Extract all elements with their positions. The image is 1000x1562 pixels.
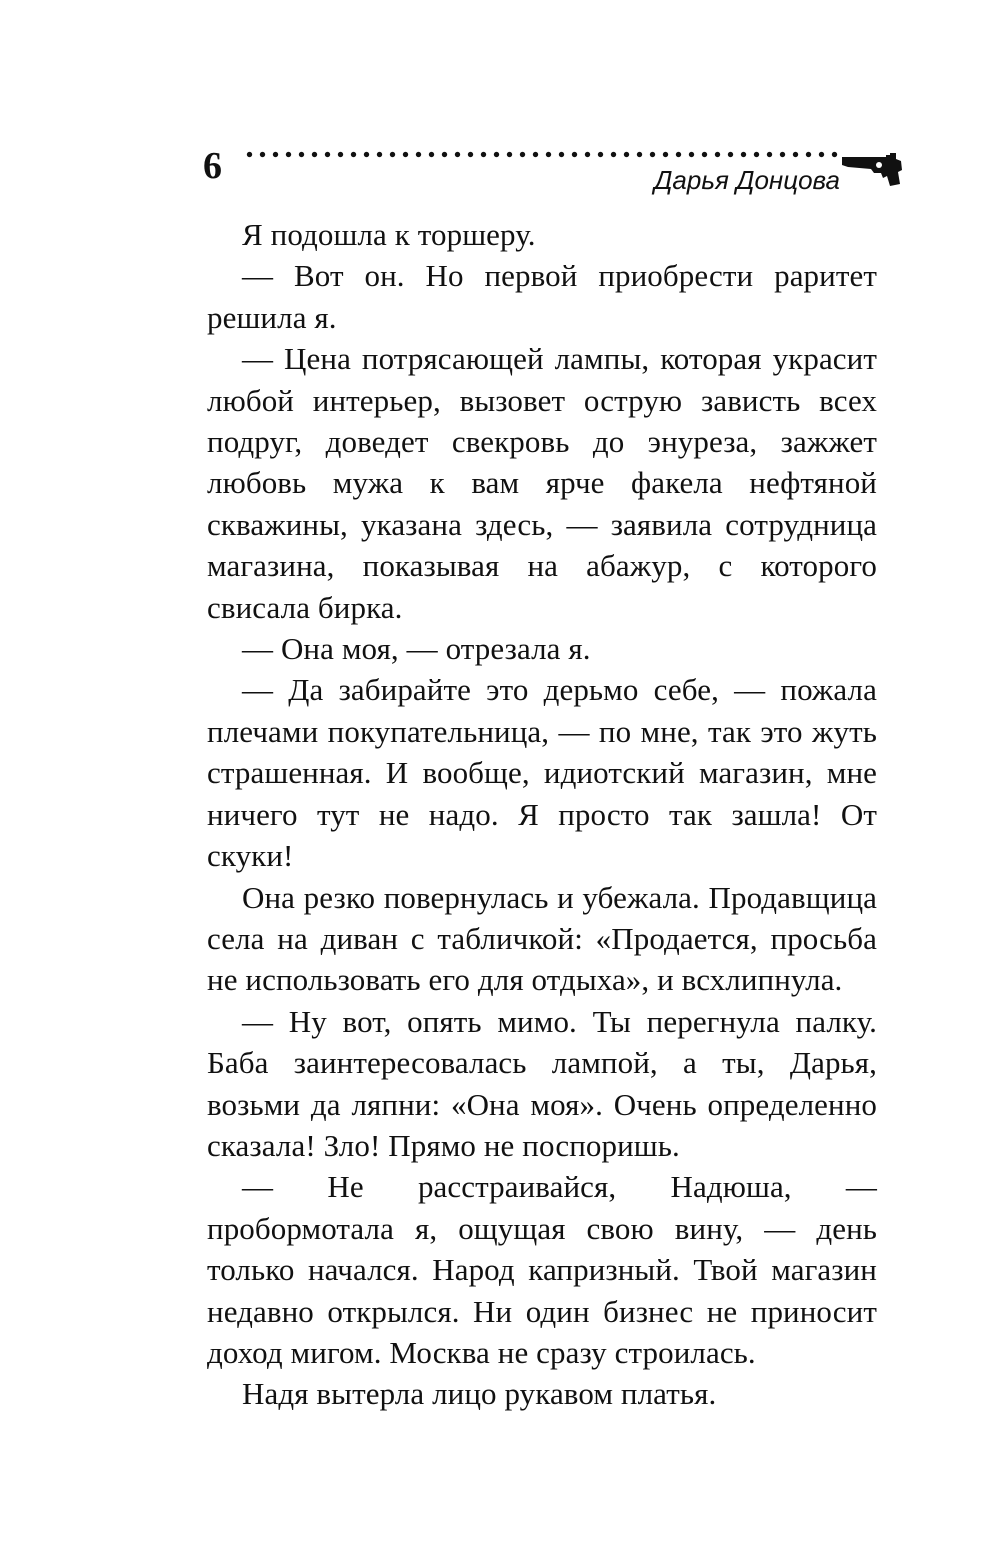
paragraph: Она резко повернулась и убежала. Продавщица села на диван с табличкой: «Продается, просьба не использовать его для отдыха», и всхлипнула.: [207, 879, 877, 998]
paragraph: — Не расстраивайся, Надюша, — пробормотала я, ощущая свою вину, — день только начался. Народ капризный. Твой магазин недавно открылся. Ни один бизнес не приносит доход мигом. Москва не сразу строилась.: [207, 1169, 877, 1370]
paragraph: — Да забирайте это дерьмо себе, — пожала плечами покупательница, — по мне, так это жуть страшенная. И вообще, идиотский магазин, мне ничего тут не надо. Я просто так зашла! От скуки!: [207, 672, 877, 874]
dotted-rule: [243, 150, 841, 159]
page-number: 6: [203, 145, 222, 187]
revolver-icon: [840, 148, 904, 188]
paragraph: Я подошла к торшеру.: [242, 217, 536, 252]
paragraph: Надя вытерла лицо рукавом платья.: [242, 1376, 717, 1412]
paragraph: — Цена потрясающей лампы, которая украсит любой интерьер, вызовет острую зависть всех подруг, доведет свекровь до энуреза, зажжет любовь мужа к вам ярче факела нефтяной скважины, указана здесь, — заявила сотрудница магазина, показывая на абажур, с которого свисала бирка.: [207, 341, 877, 625]
author-name: Дарья Донцова: [654, 165, 840, 195]
paragraph: — Она моя, — отрезала я.: [242, 631, 591, 667]
paragraph: — Ну вот, опять мимо. Ты перегнула палку. Баба заинтересовалась лампой, а ты, Дарья, возьми да ляпни: «Она моя». Очень определенно сказала! Зло! Прямо не поспоришь.: [207, 1003, 877, 1163]
paragraph: — Вот он. Но первой приобрести раритет решила я.: [207, 258, 877, 335]
body-text: [207, 214, 877, 1415]
